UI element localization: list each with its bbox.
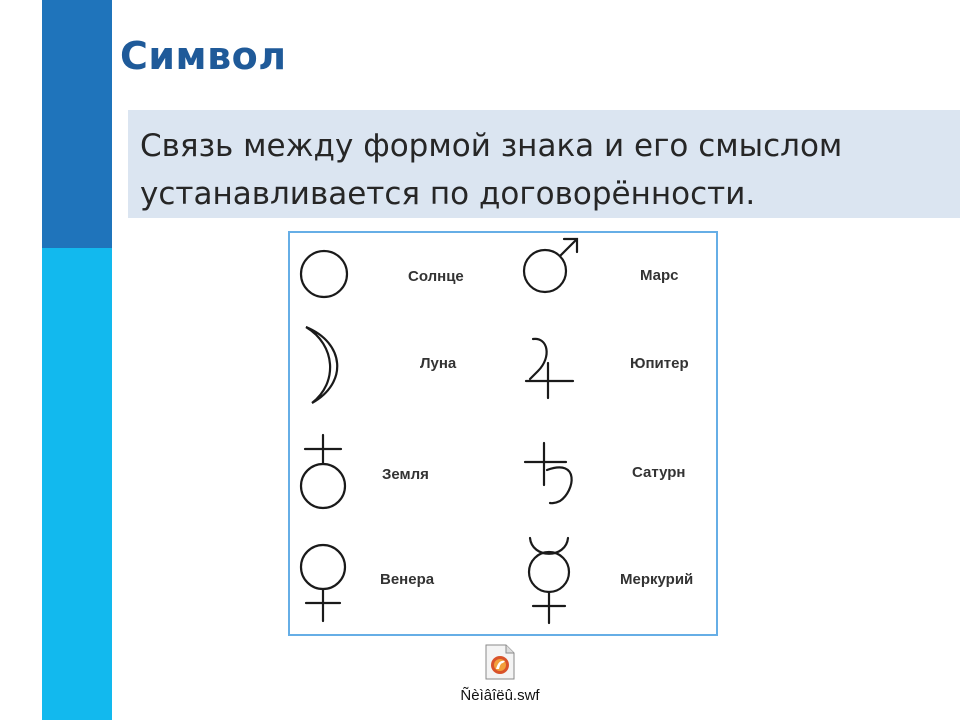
earth-symbol-icon — [301, 435, 345, 508]
planet-symbols-figure — [288, 231, 718, 636]
label-mars: Марс — [640, 267, 679, 284]
slide-title: Символ — [120, 34, 287, 78]
definition-line-1: Связь между формой знака и его смыслом — [140, 128, 843, 164]
definition-line-2: устанавливается по договорённости. — [140, 176, 756, 212]
label-sun: Солнце — [408, 268, 464, 285]
label-earth: Земля — [382, 466, 429, 483]
moon-symbol-icon — [306, 327, 337, 403]
side-accent-bar-top — [42, 0, 112, 248]
label-saturn: Сатурн — [632, 464, 686, 481]
label-mercury: Меркурий — [620, 571, 694, 588]
attachment-file-name[interactable]: Ñèìâîëû.swf — [460, 687, 540, 704]
jupiter-symbol-icon — [526, 339, 573, 398]
mars-symbol-icon — [524, 239, 577, 292]
side-accent-bar-bottom — [42, 248, 112, 720]
definition-text — [140, 122, 940, 218]
label-jupiter: Юпитер — [630, 355, 689, 372]
saturn-symbol-icon — [525, 443, 572, 503]
label-venus: Венера — [380, 571, 435, 588]
sun-symbol-icon — [301, 251, 347, 297]
label-moon: Луна — [420, 355, 457, 372]
mercury-symbol-icon — [529, 538, 569, 623]
venus-symbol-icon — [301, 545, 345, 621]
flash-file-icon[interactable] — [485, 644, 515, 680]
